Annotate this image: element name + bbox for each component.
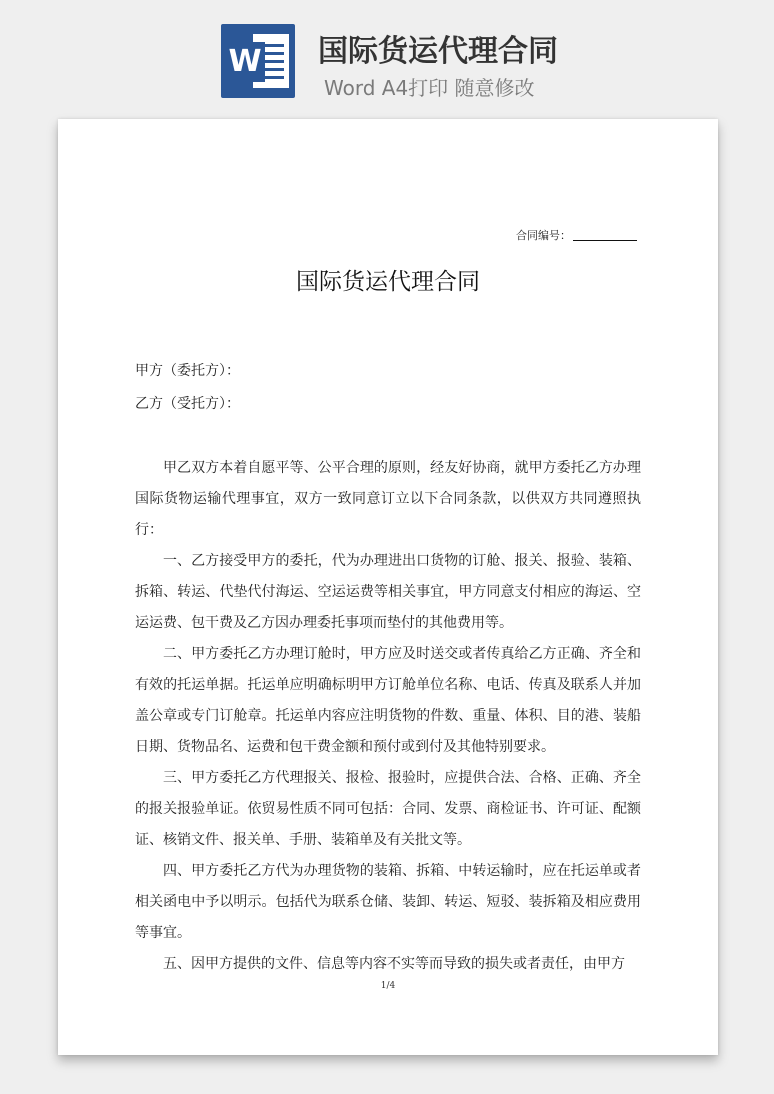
banner-subtitle: Word A4打印 随意修改 xyxy=(324,76,535,100)
paragraph: 二、甲方委托乙方办理订舱时，甲方应及时送交或者传真给乙方正确、齐全和有效的托运单据。托运单应明确标明甲方订舱单位名称、电话、传真及联系人并加盖公章或专门订舱章。托运单内容应注明货物的件数、重量、体积、目的港、装船日期、货物品名、运费和包干费金额和预付或到付及其他特别要求。 xyxy=(135,646,641,755)
contract-number-label: 合同编号： xyxy=(516,229,571,242)
document-page xyxy=(58,119,718,1055)
paragraph: 三、甲方委托乙方代理报关、报检、报验时，应提供合法、合格、正确、齐全的报关报验单证。依贸易性质不同可包括：合同、发票、商检证书、许可证、配额证、核销文件、报关单、手册、装箱单及有关批文等。 xyxy=(135,770,641,848)
contract-body xyxy=(135,453,641,980)
word-icon xyxy=(221,24,295,98)
party-a: 甲方（委托方）： xyxy=(135,363,240,379)
header-banner xyxy=(0,0,774,118)
word-icon-letter: W xyxy=(225,42,265,82)
party-b: 乙方（受托方）： xyxy=(135,396,240,412)
paragraph: 甲乙双方本着自愿平等、公平合理的原则，经友好协商，就甲方委托乙方办理国际货物运输代理事宜，双方一致同意订立以下合同条款，以供双方共同遵照执行： xyxy=(135,460,641,538)
contract-number-blank xyxy=(573,240,637,241)
page-number: 1/4 xyxy=(380,981,396,991)
paragraph: 四、甲方委托乙方代为办理货物的装箱、拆箱、中转运输时，应在托运单或者相关函电中予以明示。包括代为联系仓储、装卸、转运、短驳、装拆箱及相应费用等事宜。 xyxy=(135,863,641,941)
banner-title: 国际货运代理合同 xyxy=(318,34,558,69)
contract-number xyxy=(516,227,637,243)
paragraph: 五、因甲方提供的文件、信息等内容不实等而导致的损失或者责任，由甲方 xyxy=(163,956,625,972)
document-title: 国际货运代理合同 xyxy=(296,269,480,295)
paragraph: 一、乙方接受甲方的委托，代为办理进出口货物的订舱、报关、报验、装箱、拆箱、转运、代垫代付海运、空运运费等相关事宜，甲方同意支付相应的海运、空运运费、包干费及乙方因办理委托事项而垫付的其他费用等。 xyxy=(135,553,641,631)
